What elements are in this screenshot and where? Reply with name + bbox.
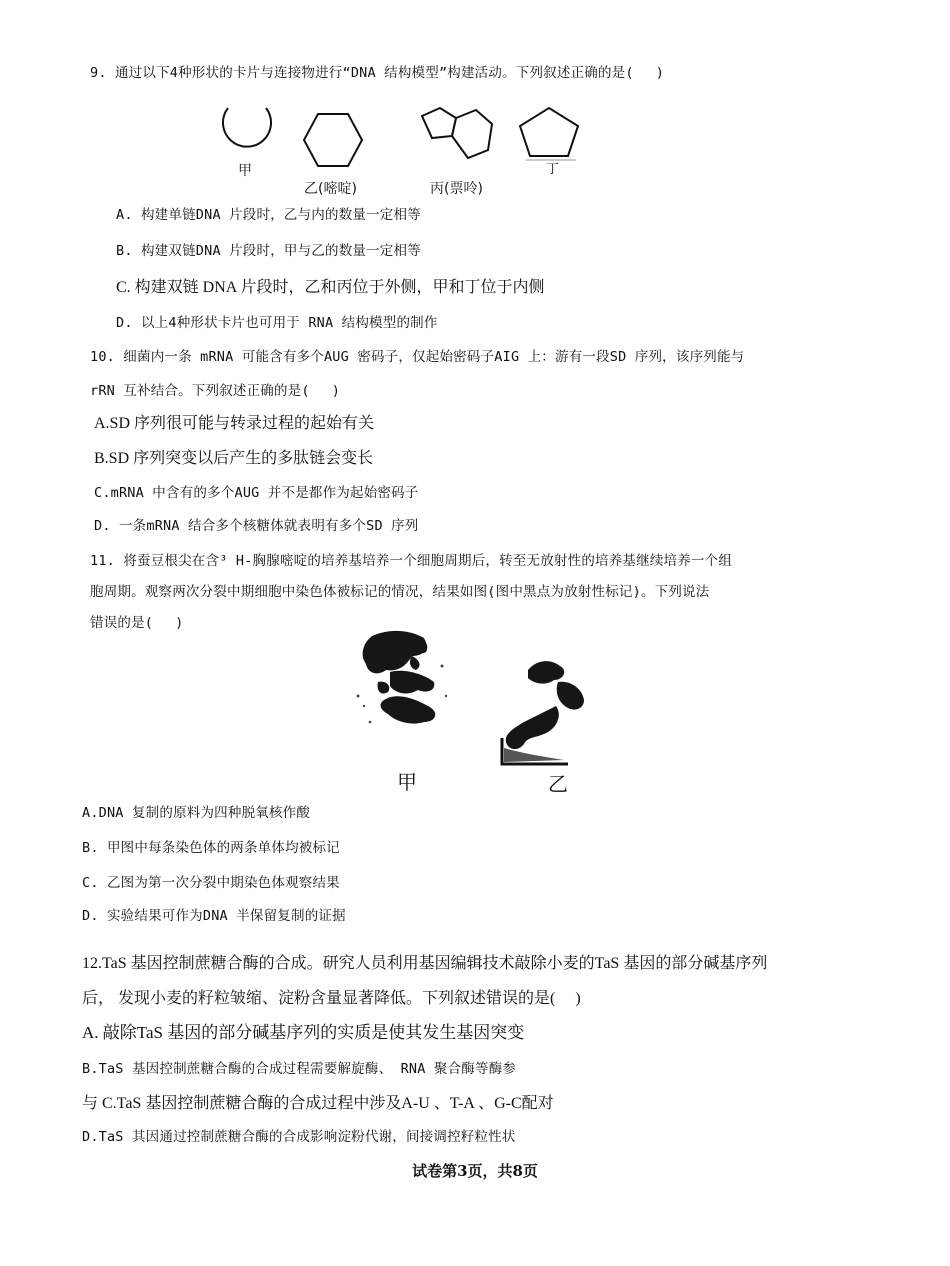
q11-figure-yi-chromosomes-image (498, 656, 594, 768)
q11-option-b: B. 甲图中每条染色体的两条单体均被标记 (82, 840, 340, 856)
q9-option-d: D. 以上4种形状卡片也可用于 RNA 结构模型的制作 (116, 315, 438, 331)
q9-label-yi: 乙(嘧啶) (304, 181, 357, 197)
q12-option-d: D.TaS 其因通过控制蔗糖合酶的合成影响淀粉代谢，间接调控籽粒性状 (82, 1129, 516, 1145)
q11-figure-label-jia: 甲 (397, 770, 417, 794)
q10-option-b: B.SD 序列突变以后产生的多肽链会变长 (94, 450, 374, 467)
q9-option-a: A. 构建单链DNA 片段时，乙与内的数量一定相等 (116, 207, 421, 223)
q11-option-d: D. 实验结果可作为DNA 半保留复制的证据 (82, 908, 346, 924)
q12-option-c: 与 C.TaS 基因控制蔗糖合酶的合成过程中涉及A-U 、T-A 、G-C配对 (82, 1095, 554, 1112)
page-footer: 试卷第3页，共8页 (412, 1162, 538, 1180)
q9-shape-pentagon-icon (516, 104, 582, 160)
q9-label-bing: 丙(票呤) (430, 181, 483, 197)
q11-stem-line3: 错误的是( ) (90, 615, 184, 631)
q12-option-b: B.TaS 基因控制蔗糖合酶的合成过程需要解旋酶、 RNA 聚合酶等酶参 (82, 1061, 517, 1077)
q10-option-c: C.mRNA 中含有的多个AUG 并不是都作为起始密码子 (94, 485, 419, 501)
q9-option-b: B. 构建双链DNA 片段时，甲与乙的数量一定相等 (116, 243, 421, 259)
q11-stem-line2: 胞周期。观察两次分裂中期细胞中染色体被标记的情况，结果如图(图中黑点为放射性标记)。下列说法 (90, 584, 710, 600)
q9-label-ding: 丁 (546, 162, 560, 177)
q11-option-c: C. 乙图为第一次分裂中期染色体观察结果 (82, 875, 340, 891)
q11-figure-label-yi: 乙 (548, 772, 568, 796)
q12-stem-line2: 后， 发现小麦的籽粒皱缩、淀粉含量显著降低。下列叙述错误的是( ) (82, 990, 581, 1007)
q9-label-jia: 甲 (238, 163, 252, 179)
q11-figure-jia-chromosomes-image (350, 626, 460, 738)
q11-option-a: A.DNA 复制的原料为四种脱氧核作酸 (82, 805, 311, 821)
q9-shape-fused-rings-icon (418, 104, 494, 162)
q9-shape-hexagon-icon (302, 112, 364, 168)
q10-stem-line2: rRN 互补结合。下列叙述正确的是( ) (90, 383, 341, 399)
q10-option-d: D. 一条mRNA 结合多个核糖体就表明有多个SD 序列 (94, 518, 419, 534)
q12-option-a: A. 敲除TaS 基因的部分碱基序列的实质是使其发生基因突变 (82, 1023, 525, 1042)
q11-stem-line1: 11. 将蚕豆根尖在含³ H-胸腺嘧啶的培养基培养一个细胞周期后，转至无放射性的培养基继续培养一个组 (90, 553, 733, 569)
q10-stem-line1: 10. 细菌内一条 mRNA 可能含有多个AUG 密码子，仅起始密码子AIG 上：游有一段SD 序列，该序列能与 (90, 349, 745, 365)
q10-option-a: A.SD 序列很可能与转录过程的起始有关 (94, 415, 375, 432)
q12-stem-line1: 12.TaS 基因控制蔗糖合酶的合成。研究人员利用基因编辑技术敲除小麦的TaS 基因的部分碱基序列 (82, 955, 768, 972)
q9-option-c: C. 构建双链 DNA 片段时，乙和丙位于外侧，甲和丁位于内侧 (116, 279, 545, 296)
q9-shape-circle-icon (220, 104, 274, 154)
q9-stem: 9. 通过以下4种形状的卡片与连接物进行“DNA 结构模型”构建活动。下列叙述正确的是( ) (90, 65, 665, 81)
